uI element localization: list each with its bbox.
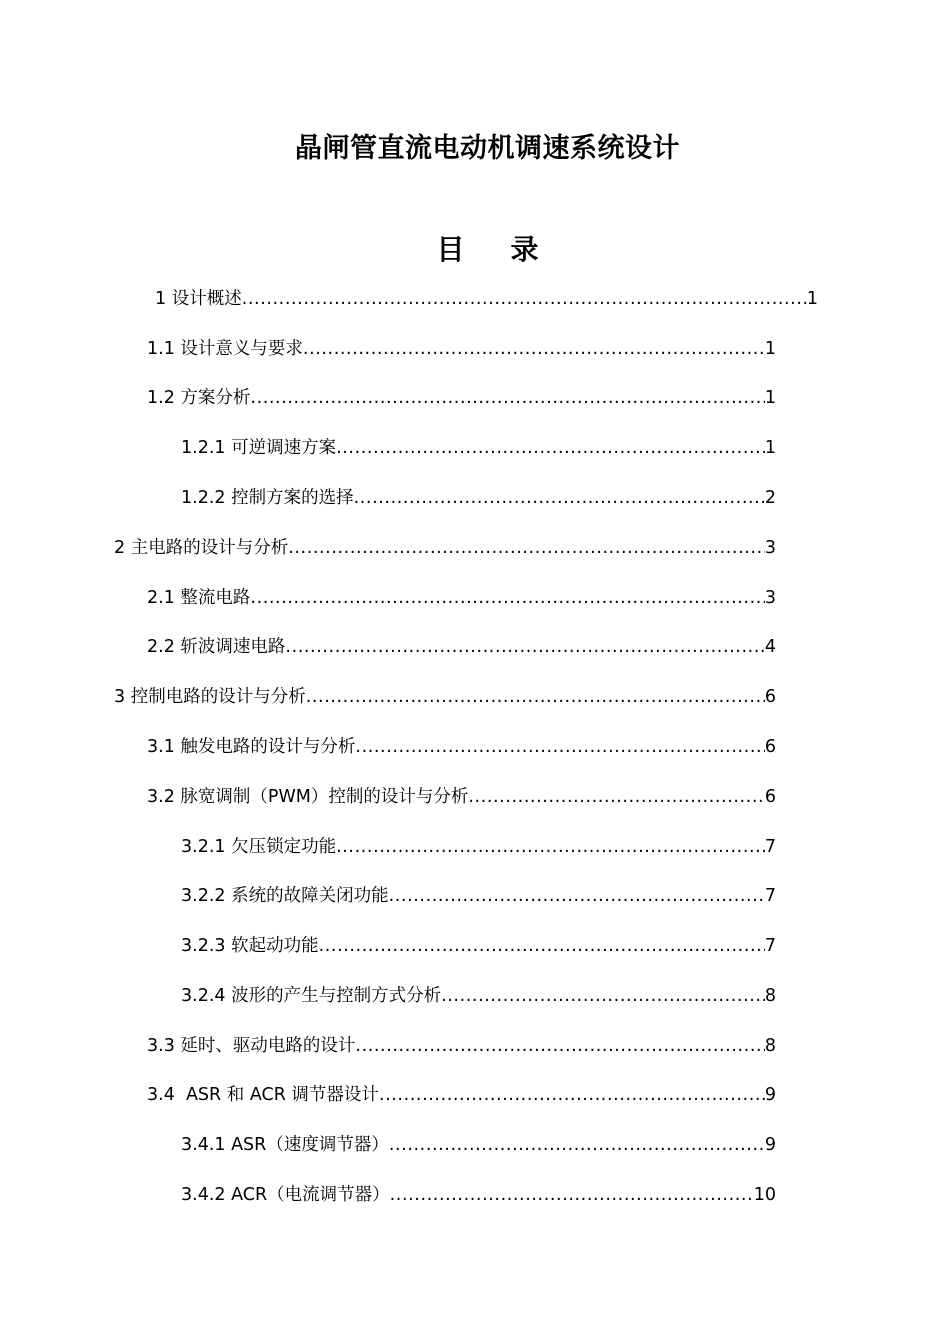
toc-entry[interactable] [181, 486, 776, 510]
toc-dot-leader [250, 386, 764, 410]
toc-entry-label: 3.1 触发电路的设计与分析 [147, 737, 356, 757]
toc-dot-leader [379, 1083, 765, 1107]
toc-entry[interactable] [155, 287, 818, 311]
toc-entry[interactable] [147, 735, 776, 759]
toc-entry-page: 8 [764, 1036, 776, 1056]
toc-entry-page: 6 [764, 737, 776, 757]
toc-entry-page: 6 [764, 787, 776, 807]
toc-entry-label: 3.2.1 欠压锁定功能 [181, 837, 337, 857]
toc-entry-label: 1.2 方案分析 [147, 388, 251, 408]
document-title: 晶闸管直流电动机调速系统设计 [295, 133, 680, 164]
toc-dot-leader [319, 934, 765, 958]
toc-entry-page: 7 [764, 837, 776, 857]
toc-entry-label: 3.2.3 软起动功能 [181, 936, 319, 956]
toc-entry-label: 3.2.4 波形的产生与控制方式分析 [181, 986, 442, 1006]
toc-dot-leader [303, 337, 765, 361]
toc-entry-page: 1 [764, 388, 776, 408]
toc-entry[interactable] [181, 934, 776, 958]
toc-entry[interactable] [147, 386, 776, 410]
toc-entry[interactable] [114, 685, 776, 709]
toc-entry-label: 2 主电路的设计与分析 [114, 538, 289, 558]
toc-entry[interactable] [147, 586, 776, 610]
toc-dot-leader [336, 436, 765, 460]
toc-dot-leader [355, 1034, 764, 1058]
toc-entry-label: 3.4 ASR 和 ACR 调节器设计 [147, 1085, 379, 1105]
toc-entry-label: 1.2.2 控制方案的选择 [181, 488, 354, 508]
toc-entry-label: 1.2.1 可逆调速方案 [181, 438, 337, 458]
toc-entry[interactable] [181, 1133, 776, 1157]
toc-dot-leader [288, 536, 765, 560]
toc-entry-page: 4 [764, 637, 776, 657]
toc-entry[interactable] [147, 1034, 776, 1058]
toc-entry[interactable] [147, 1083, 776, 1107]
toc-entry[interactable] [181, 1183, 776, 1207]
toc-entry-page: 1 [764, 438, 776, 458]
toc-entry-page: 1 [764, 339, 776, 359]
toc-dot-leader [355, 735, 764, 759]
toc-entry-label: 3.4.1 ASR（速度调节器） [181, 1135, 389, 1155]
toc-entry-page: 3 [764, 538, 776, 558]
toc-entry-page: 3 [764, 588, 776, 608]
toc-entry-label: 2.1 整流电路 [147, 588, 251, 608]
toc-entry-label: 1.1 设计意义与要求 [147, 339, 303, 359]
toc-entry-page: 6 [764, 687, 776, 707]
toc-entry-label: 2.2 斩波调速电路 [147, 637, 286, 657]
toc-entry[interactable] [147, 785, 776, 809]
toc-dot-leader [468, 785, 765, 809]
toc-dot-leader [389, 1133, 765, 1157]
toc-dot-leader [336, 835, 765, 859]
toc-entry-page: 7 [764, 886, 776, 906]
toc-entry[interactable] [147, 635, 776, 659]
toc-entry-label: 3.4.2 ACR（电流调节器） [181, 1185, 390, 1205]
toc-entry-label: 1 设计概述 [155, 289, 242, 309]
toc-entry[interactable] [147, 337, 776, 361]
toc-entry-page: 9 [764, 1085, 776, 1105]
toc-entry-label: 3 控制电路的设计与分析 [114, 687, 306, 707]
toc-entry[interactable] [181, 884, 776, 908]
toc-entry-label: 3.2 脉宽调制（PWM）控制的设计与分析 [147, 787, 469, 807]
toc-entry-page: 1 [806, 289, 818, 309]
toc-dot-leader [389, 884, 765, 908]
toc-dot-leader [390, 1183, 754, 1207]
toc-entry-label: 3.3 延时、驱动电路的设计 [147, 1036, 356, 1056]
toc-entry-page: 10 [753, 1185, 776, 1205]
toc-dot-leader [242, 287, 807, 311]
toc-entry-label: 3.2.2 系统的故障关闭功能 [181, 886, 389, 906]
toc-heading-char-2: 录 [510, 233, 539, 266]
toc-dot-leader [306, 685, 765, 709]
toc-entry[interactable] [181, 835, 776, 859]
toc-entry-page: 9 [764, 1135, 776, 1155]
toc-dot-leader [250, 586, 764, 610]
toc-heading [0, 230, 950, 270]
toc-entry[interactable] [181, 436, 776, 460]
toc-entry-page: 8 [764, 986, 776, 1006]
toc-dot-leader [354, 486, 765, 510]
toc-entry[interactable] [181, 984, 776, 1008]
toc-dot-leader [441, 984, 765, 1008]
toc-entry[interactable] [114, 536, 776, 560]
toc-dot-leader [285, 635, 764, 659]
toc-entry-page: 2 [764, 488, 776, 508]
toc-heading-char-1: 目 [436, 233, 465, 266]
toc-entry-page: 7 [764, 936, 776, 956]
